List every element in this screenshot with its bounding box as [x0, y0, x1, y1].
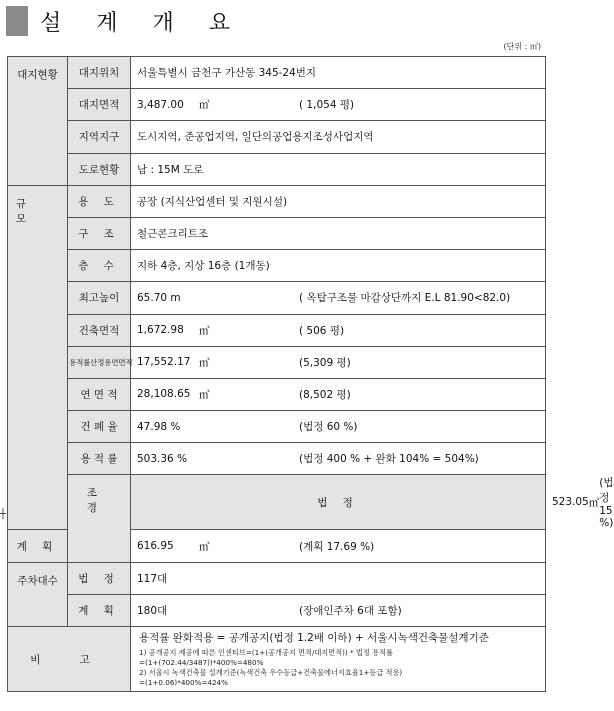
table-row	[8, 185, 546, 217]
note-landscape-plan: (계획 17.69 %)	[299, 540, 375, 553]
value-bcr-cell	[131, 411, 546, 443]
label-height: 최고높이	[68, 282, 131, 314]
page-header	[6, 6, 244, 36]
remarks-line-3: 2) 서울시 녹색건축물 설계기준(녹색건축 우수등급+건축물에너지효율1+등급 적용)	[139, 668, 403, 677]
value-site-area-cell	[131, 89, 546, 121]
table-row	[8, 346, 546, 378]
note-site-area: ( 1,054 평)	[299, 99, 355, 112]
remarks-cell	[131, 627, 546, 692]
value-road: 남 : 15M 도로	[131, 153, 546, 185]
category-site: 대지현황	[8, 57, 68, 186]
title-marker-block	[6, 6, 28, 36]
design-summary-table	[7, 56, 614, 692]
value-far: 503.36 %	[137, 452, 188, 465]
value-gross-area: 28,108.65	[137, 388, 191, 401]
unit-building-area: ㎡	[199, 324, 210, 337]
table-row	[8, 475, 546, 530]
note-landscape-legal: (법정 15 %)	[599, 477, 614, 530]
note-far: (법정 400 % + 완화 104% = 504%)	[299, 453, 479, 466]
category-scale-text: 규 모	[16, 197, 37, 225]
table-row	[8, 443, 546, 475]
table-row	[8, 411, 546, 443]
label-building-area: 건축면적	[68, 314, 131, 346]
value-parking-legal: 117대	[131, 562, 546, 594]
unit-gross-area: ㎡	[199, 388, 210, 401]
table-row	[8, 282, 546, 314]
label-floors: 층 수	[68, 250, 131, 282]
value-bcr: 47.98 %	[137, 420, 181, 433]
value-landscape-plan: 616.95	[137, 540, 174, 553]
remarks-main: 용적률 완화적용 = 공개공지(법정 1.2배 이하) + 서울시녹색건축물설계기준	[139, 632, 489, 644]
label-road: 도로현황	[68, 153, 131, 185]
value-far-cell	[131, 443, 546, 475]
category-landscape	[68, 475, 131, 562]
unit-label: (단위 : ㎡)	[503, 42, 541, 51]
label-far: 용 적 률	[68, 443, 131, 475]
note-bcr: (법정 60 %)	[299, 421, 358, 434]
category-landscape-text: 조 경	[86, 487, 112, 515]
value-floors: 지하 4층, 지상 16층 (1개동)	[131, 250, 546, 282]
table-row	[8, 627, 546, 692]
table-row	[8, 378, 546, 410]
value-site-location: 서울특별시 금천구 가산동 345-24번지	[131, 57, 546, 89]
value-site-area: 3,487.00	[137, 98, 184, 111]
unit-landscape-legal: ㎡	[588, 496, 600, 509]
label-parking-legal: 법 정	[68, 562, 131, 594]
table-row	[8, 153, 546, 185]
value-far-area-cell	[131, 346, 546, 378]
table-row	[8, 57, 546, 89]
category-scale	[8, 185, 68, 530]
value-far-area: 17,552.17	[137, 356, 191, 369]
label-site-location: 대지위치	[68, 57, 131, 89]
unit-landscape-plan: ㎡	[199, 540, 210, 553]
remarks-line-4: =(1+0.06)*400%=424%	[139, 678, 228, 687]
label-landscape-plan: 계 획	[8, 530, 68, 562]
label-site-area: 대지면적	[68, 89, 131, 121]
note-parking-plan: (장애인주차 6대 포함)	[299, 604, 402, 617]
table-row	[8, 594, 546, 626]
table-row	[8, 217, 546, 249]
value-landscape-plan-cell	[131, 530, 546, 562]
category-parking: 주차대수	[8, 562, 68, 626]
category-remarks: 비 고	[8, 627, 131, 692]
remarks-line-2: =(1+(702.44/3487))*400%=480%	[139, 658, 264, 667]
table-row	[8, 121, 546, 153]
value-height: 65.70 m	[137, 291, 181, 304]
value-gross-area-cell	[131, 378, 546, 410]
note-far-area: (5,309 평)	[299, 356, 351, 369]
value-height-cell	[131, 282, 546, 314]
label-use: 용 도	[68, 185, 131, 217]
note-gross-area: (8,502 평)	[299, 388, 351, 401]
label-far-area: 용적률산정용연면적	[68, 346, 131, 378]
value-landscape-legal: 523.05	[552, 496, 589, 509]
value-parking-plan-cell	[131, 594, 546, 626]
table-row	[8, 562, 546, 594]
note-building-area: ( 506 평)	[299, 324, 345, 337]
value-parking-plan: 180대	[137, 604, 168, 617]
page-title: 설 계 개 요	[40, 10, 244, 36]
label-parking-plan: 계 획	[68, 594, 131, 626]
value-structure: 철근콘크리트조	[131, 217, 546, 249]
unit-site-area: ㎡	[199, 99, 210, 112]
value-building-area: 1,672.98	[137, 324, 184, 337]
unit-far-area: ㎡	[199, 356, 210, 369]
note-height: ( 옥탑구조물 마감상단까지 E.L 81.90<82.0)	[299, 292, 511, 305]
label-landscape-legal: 법 정	[131, 475, 546, 530]
label-bcr: 건 폐 율	[68, 411, 131, 443]
value-zone: 도시지역, 준공업지역, 일단의공업용지조성사업지역	[131, 121, 546, 153]
margin-mark: ┼	[0, 509, 7, 520]
value-building-area-cell	[131, 314, 546, 346]
label-structure: 구 조	[68, 217, 131, 249]
remarks-line-1: 1) 공개공지 제공에 따른 인센티브=(1+(공개공지 면적/대지면적)) * 법정 용적률	[139, 648, 393, 657]
label-gross-area: 연 면 적	[68, 378, 131, 410]
table-row	[8, 250, 546, 282]
table-row	[8, 314, 546, 346]
table-row	[8, 89, 546, 121]
value-use: 공장 (지식산업센터 및 지원시설)	[131, 185, 546, 217]
label-zone: 지역지구	[68, 121, 131, 153]
